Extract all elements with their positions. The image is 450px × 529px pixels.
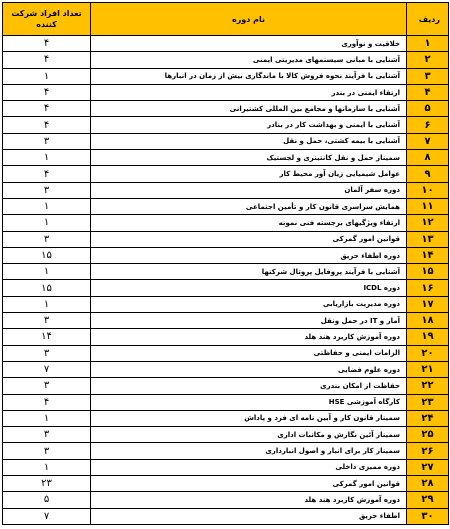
table-row xyxy=(3,150,449,166)
course-name: دوره مدیریت بازاریابی xyxy=(91,296,407,312)
row-number: ۱۵ xyxy=(407,264,449,280)
row-number: ۵ xyxy=(407,101,449,117)
table-row xyxy=(3,166,449,182)
course-name: کارگاه آموزشی HSE xyxy=(91,394,407,410)
participant-count: ۱۵ xyxy=(3,247,91,263)
course-name: قوانین امور گمرکی xyxy=(91,476,407,492)
participant-count: ۳ xyxy=(3,133,91,149)
row-number: ۱۶ xyxy=(407,280,449,296)
course-name: سمینار کار برای انبار و اصول انبارداری xyxy=(91,443,407,459)
table-row xyxy=(3,231,449,247)
table-row xyxy=(3,198,449,214)
row-number: ۲۶ xyxy=(407,443,449,459)
row-number: ۱۱ xyxy=(407,198,449,214)
table-row xyxy=(3,508,449,524)
course-name: اطفاء حریق xyxy=(91,508,407,524)
participant-count: ۴ xyxy=(3,84,91,100)
header-participant-count: تعداد افراد شرکت کننده xyxy=(3,3,91,36)
row-number: ۱۴ xyxy=(407,247,449,263)
participant-count: ۱۵ xyxy=(3,280,91,296)
row-number: ۹ xyxy=(407,166,449,182)
course-name: آشنایی با فرآیند نحوه فروش کالا با ماندگاری بیش از زمان در انبارها xyxy=(91,68,407,84)
course-name: ارتقاء ایمنی در بندر xyxy=(91,84,407,100)
table-row xyxy=(3,443,449,459)
table-row xyxy=(3,313,449,329)
table-row xyxy=(3,378,449,394)
participant-count: ۳ xyxy=(3,182,91,198)
course-name: الزامات ایمنی و حفاظتی xyxy=(91,345,407,361)
participant-count: ۳ xyxy=(3,427,91,443)
table-row xyxy=(3,182,449,198)
table-row xyxy=(3,296,449,312)
row-number: ۲۴ xyxy=(407,410,449,426)
row-number: ۸ xyxy=(407,150,449,166)
participant-count: ۱ xyxy=(3,459,91,475)
course-name: دوره اطفاء حریق xyxy=(91,247,407,263)
table-row xyxy=(3,247,449,263)
course-name: ارتقاء ویژگیهای برجسته فنی نمونه xyxy=(91,215,407,231)
participant-count: ۳ xyxy=(3,443,91,459)
row-number: ۲۰ xyxy=(407,345,449,361)
table-row xyxy=(3,52,449,68)
row-number: ۲۵ xyxy=(407,427,449,443)
participant-count: ۴ xyxy=(3,101,91,117)
course-name: عوامل شیمیایی زیان آور محیط کار xyxy=(91,166,407,182)
row-number: ۱۸ xyxy=(407,313,449,329)
participant-count: ۲۳ xyxy=(3,476,91,492)
table-row xyxy=(3,36,449,52)
participant-count: ۱ xyxy=(3,296,91,312)
table-row xyxy=(3,345,449,361)
row-number: ۳۰ xyxy=(407,508,449,524)
row-number: ۲ xyxy=(407,52,449,68)
table-row xyxy=(3,280,449,296)
table-row xyxy=(3,329,449,345)
course-name: خلاقیت و نوآوری xyxy=(91,36,407,52)
participant-count: ۱ xyxy=(3,150,91,166)
row-number: ۲۹ xyxy=(407,492,449,508)
participant-count: ۴ xyxy=(3,394,91,410)
row-number: ۱۹ xyxy=(407,329,449,345)
participant-count: ۴ xyxy=(3,166,91,182)
course-name: سمینار آئین نگارش و مکاتبات اداری xyxy=(91,427,407,443)
course-name: دوره آموزش کاربرد هند هلد xyxy=(91,329,407,345)
participant-count: ۷ xyxy=(3,508,91,524)
row-number: ۱ xyxy=(407,36,449,52)
table-row xyxy=(3,215,449,231)
row-number: ۲۷ xyxy=(407,459,449,475)
participant-count: ۱۴ xyxy=(3,329,91,345)
course-name: دوره سفر آلمان xyxy=(91,182,407,198)
participant-count: ۱ xyxy=(3,264,91,280)
course-name: همایش سراسری قانون کار و تأمین اجتماعی xyxy=(91,198,407,214)
participant-count: ۵ xyxy=(3,492,91,508)
course-name: آشنایی با بیمه کشتی، حمل و نقل xyxy=(91,133,407,149)
row-number: ۶ xyxy=(407,117,449,133)
participant-count: ۱ xyxy=(3,198,91,214)
row-number: ۳ xyxy=(407,68,449,84)
participant-count: ۳ xyxy=(3,345,91,361)
participant-count: ۳ xyxy=(3,313,91,329)
row-number: ۴ xyxy=(407,84,449,100)
course-name: قوانین امور گمرکی xyxy=(91,231,407,247)
row-number: ۲۸ xyxy=(407,476,449,492)
participant-count: ۱ xyxy=(3,410,91,426)
courses-table xyxy=(2,2,449,525)
header-row xyxy=(3,3,449,36)
course-name: حفاظت از امکان بندری xyxy=(91,378,407,394)
table-row xyxy=(3,459,449,475)
table-row xyxy=(3,101,449,117)
table-row xyxy=(3,410,449,426)
header-row-number: ردیف xyxy=(407,3,449,36)
participant-count: ۱ xyxy=(3,215,91,231)
participant-count: ۴ xyxy=(3,52,91,68)
row-number: ۱۷ xyxy=(407,296,449,312)
table-row xyxy=(3,264,449,280)
table-row xyxy=(3,361,449,377)
table-row xyxy=(3,84,449,100)
course-name: آشنایی با فرآیند پروفایل پروتال شرکتها xyxy=(91,264,407,280)
course-name: دوره آموزش کاربرد هند هلد xyxy=(91,492,407,508)
row-number: ۱۳ xyxy=(407,231,449,247)
course-name: دوره ICDL xyxy=(91,280,407,296)
table-row xyxy=(3,117,449,133)
row-number: ۱۲ xyxy=(407,215,449,231)
course-name: آمار و IT در حمل ونقل xyxy=(91,313,407,329)
table-row xyxy=(3,68,449,84)
row-number: ۷ xyxy=(407,133,449,149)
participant-count: ۱ xyxy=(3,68,91,84)
course-name: آشنایی با ایمنی و بهداشت کار در بنادر xyxy=(91,117,407,133)
table-row xyxy=(3,476,449,492)
table-row xyxy=(3,394,449,410)
row-number: ۱۰ xyxy=(407,182,449,198)
participant-count: ۷ xyxy=(3,361,91,377)
participant-count: ۳ xyxy=(3,231,91,247)
course-name: آشنایی با مبانی سیستمهای مدیریتی ایمنی xyxy=(91,52,407,68)
course-name: دوره علوم فضایی xyxy=(91,361,407,377)
row-number: ۲۲ xyxy=(407,378,449,394)
table-body xyxy=(3,36,449,525)
table-row xyxy=(3,492,449,508)
row-number: ۲۳ xyxy=(407,394,449,410)
participant-count: ۴ xyxy=(3,36,91,52)
table-row xyxy=(3,427,449,443)
course-name: دوره ممیزی داخلی xyxy=(91,459,407,475)
course-name: سمینار حمل و نقل کانتینری و لجستیک xyxy=(91,150,407,166)
header-course-name: نام دوره xyxy=(91,3,407,36)
row-number: ۲۱ xyxy=(407,361,449,377)
course-name: سمینار قانون کار و آیین نامه ای فرد و پاداش xyxy=(91,410,407,426)
course-name: آشنایی با سازمانها و مجامع بین المللی کشتیرانی xyxy=(91,101,407,117)
participant-count: ۴ xyxy=(3,117,91,133)
table-row xyxy=(3,133,449,149)
participant-count: ۳ xyxy=(3,378,91,394)
